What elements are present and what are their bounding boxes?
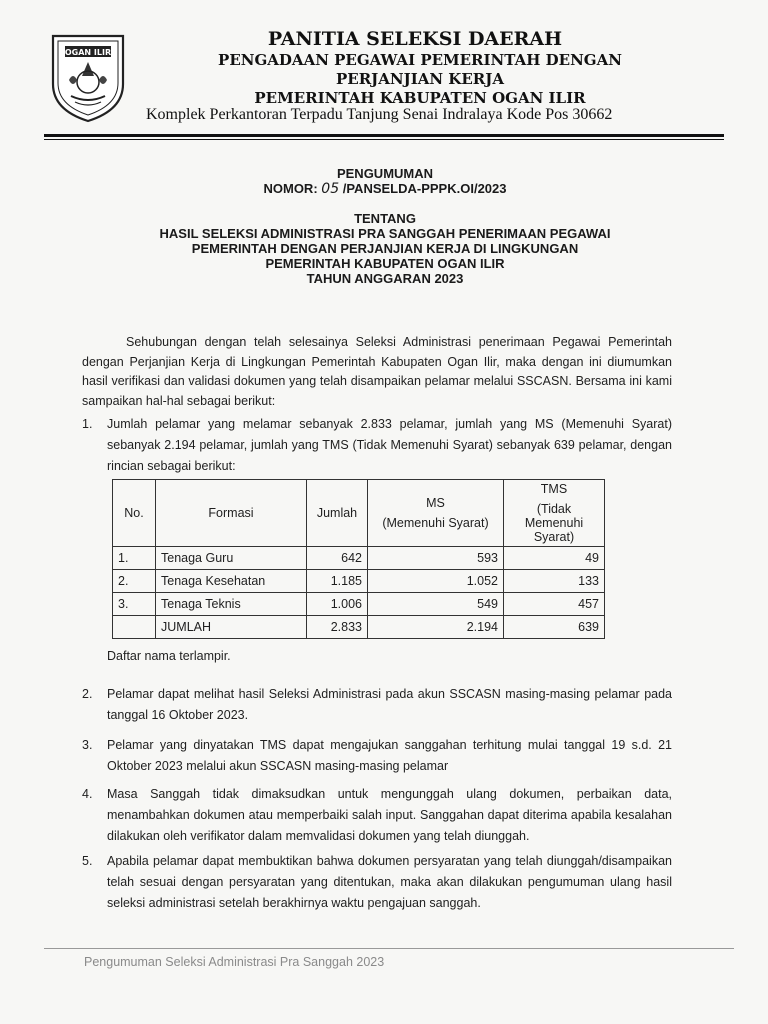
list-item-text: Apabila pelamar dapat membuktikan bahwa dokumen persyaratan yang telah diunggah/disampaikan telah sesuai dengan persyaratan yang ditentukan, maka akan dilakukan pengumuman ulang hasil seleksi administrasi setelah berakhirnya waktu pengajuan sanggah. [107,854,672,910]
list-item-1 [82,414,672,477]
intro-paragraph: Sehubungan dengan telah selesainya Seleksi Administrasi penerimaan Pegawai Pemerintah dengan Perjanjian Kerja di Lingkungan Pemerintah Kabupaten Ogan Ilir, maka dengan ini diumumkan hasil verifikasi dan validasi dokumen yang telah disampaikan pelamar melalui SSCASN. Bersama ini kami sampaikan hal-hal sebagai berikut: [82,335,672,408]
cell-jumlah: 1.006 [307,593,368,616]
col-header-ms [368,480,504,547]
letterhead-rule-thin [44,139,724,140]
col-header-jumlah: Jumlah [307,480,368,547]
cell-tms: 639 [504,616,605,639]
svg-text:OGAN ILIR: OGAN ILIR [64,48,112,57]
col-header-tms [504,480,605,547]
cell-formasi: Tenaga Kesehatan [156,570,307,593]
cell-formasi: Tenaga Teknis [156,593,307,616]
cell-no: 2. [113,570,156,593]
table-row [113,547,605,570]
letterhead-line-2: PENGADAAN PEGAWAI PEMERINTAH DENGAN [218,51,622,69]
table-row [113,593,605,616]
subject-line-1: HASIL SELEKSI ADMINISTRASI PRA SANGGAH PENERIMAAN PEGAWAI [159,226,611,241]
letterhead-line-3: PERJANJIAN KERJA [336,70,504,88]
cell-tms: 133 [504,570,605,593]
list-item-text: Pelamar yang dinyatakan TMS dapat mengajukan sanggahan terhitung mulai tanggal 19 s.d. 21 Oktober 2023 melalui akun SSCASN masing-masing pelamar [107,738,672,773]
cell-jumlah: 1.185 [307,570,368,593]
col-header-tms-desc: (Tidak Memenuhi Syarat) [524,502,584,544]
cell-ms: 1.052 [368,570,504,593]
cell-formasi: JUMLAH [156,616,307,639]
list-item-number: 5. [82,854,93,868]
announcement-number [80,181,690,197]
announcement-heading [80,166,690,286]
list-item-number: 1. [82,417,93,431]
letterhead-rule-thick [44,134,724,137]
attachment-note: Daftar nama terlampir. [107,649,231,663]
handwritten-number: 05 [321,181,340,197]
number-suffix: /PANSELDA-PPPK.OI/2023 [342,181,507,196]
cell-ms: 549 [368,593,504,616]
number-label: NOMOR: [263,181,318,196]
list-item-text: Masa Sanggah tidak dimaksudkan untuk mengunggah ulang dokumen, perbaikan data, menambahkan dokumen atau memperbaiki salah input. Sanggahan dapat diterima apabila kesalahan dilakukan oleh verifikator dalam memvalidasi dokumen yang telah diunggah. [107,787,672,843]
applicant-summary-table [112,479,605,639]
cell-no [113,616,156,639]
list-item-4 [82,784,672,847]
table-row [113,570,605,593]
cell-tms: 49 [504,547,605,570]
list-item-number: 4. [82,787,93,801]
list-item-text: Pelamar dapat melihat hasil Seleksi Administrasi pada akun SSCASN masing-masing pelamar pada tanggal 16 Oktober 2023. [107,687,672,722]
table-header-row [113,480,605,547]
col-header-tms-title: TMS [540,482,568,496]
subject-line-2: PEMERINTAH DENGAN PERJANJIAN KERJA DI LINGKUNGAN [191,241,579,256]
cell-no: 3. [113,593,156,616]
cell-tms: 457 [504,593,605,616]
page-footer: Pengumuman Seleksi Administrasi Pra Sanggah 2023 [84,955,385,969]
ogan-ilir-emblem-logo [47,32,129,124]
col-header-formasi: Formasi [156,480,307,547]
letterhead-line-1: PANITIA SELEKSI DAERAH [267,28,563,50]
cell-jumlah: 2.833 [307,616,368,639]
announcement-title: PENGUMUMAN [336,166,434,181]
cell-formasi: Tenaga Guru [156,547,307,570]
list-item-number: 2. [82,687,93,701]
letterhead-line-4: PEMERINTAH KABUPATEN OGAN ILIR [254,89,586,107]
cell-ms: 593 [368,547,504,570]
list-item-number: 3. [82,738,93,752]
subject-line-3: PEMERINTAH KABUPATEN OGAN ILIR [265,256,505,271]
letterhead-address: Komplek Perkantoran Terpadu Tanjung Senai Indralaya Kode Pos 30662 [146,106,613,123]
cell-jumlah: 642 [307,547,368,570]
list-item-5 [82,851,672,914]
cell-no: 1. [113,547,156,570]
list-item-text: Jumlah pelamar yang melamar sebanyak 2.833 pelamar, jumlah yang MS (Memenuhi Syarat) sebanyak 2.194 pelamar, jumlah yang TMS (Tidak Memenuhi Syarat) sebanyak 639 pelamar, dengan rincian sebagai berikut: [107,417,672,473]
tentang-label: TENTANG [354,211,416,226]
letterhead [140,28,700,123]
list-item-3 [82,735,672,777]
col-header-ms-title: MS [426,496,445,510]
list-item-2 [82,684,672,726]
col-header-ms-desc: (Memenuhi Syarat) [382,516,489,530]
col-header-no: No. [113,480,156,547]
subject-line-4: TAHUN ANGGARAN 2023 [306,271,464,286]
cell-ms: 2.194 [368,616,504,639]
table-total-row [113,616,605,639]
footer-rule [44,948,734,949]
